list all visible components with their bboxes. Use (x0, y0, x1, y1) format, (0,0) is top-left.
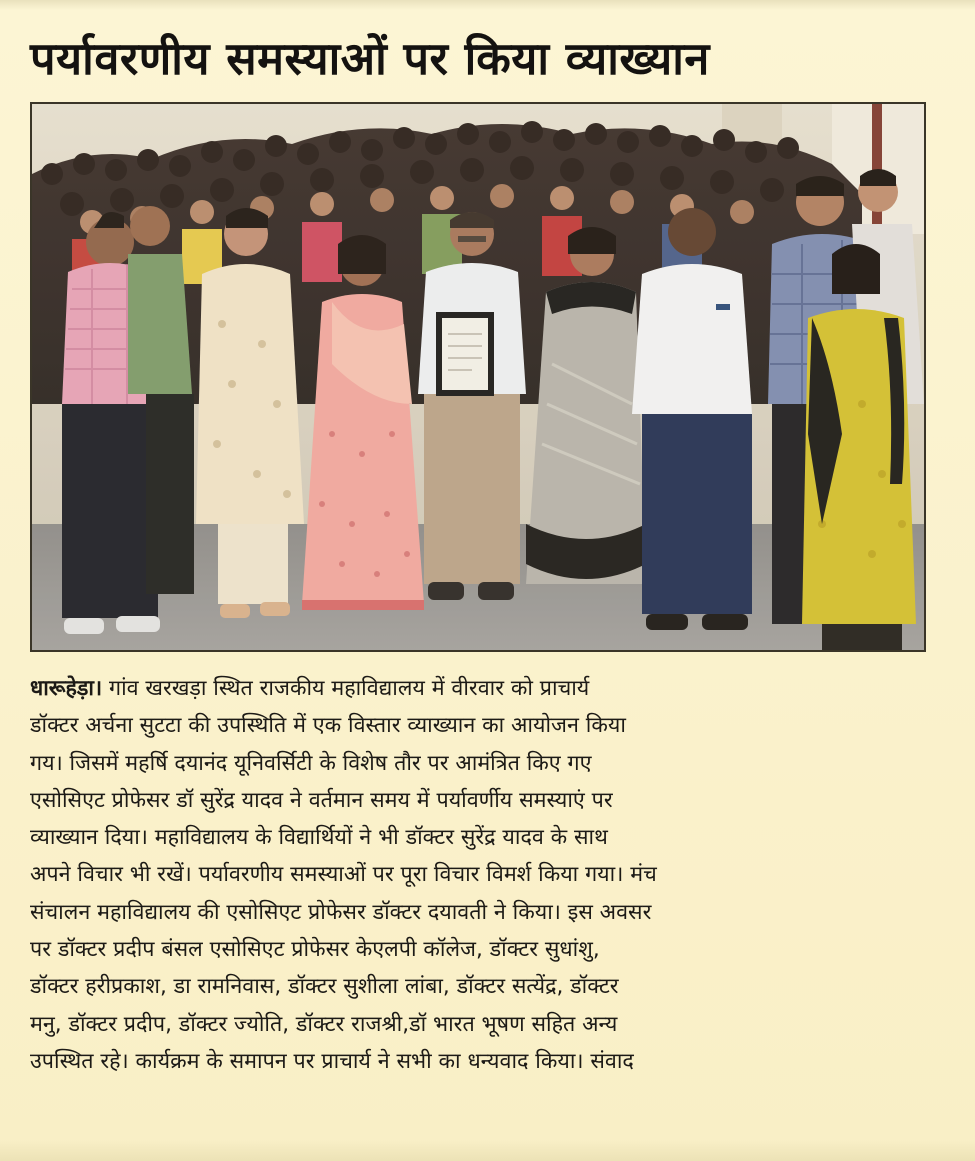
article-line-11: उपस्थित रहे। कार्यक्रम के समापन पर प्राचार्य ने सभी का धन्यवाद किया। संवाद (30, 1048, 634, 1074)
article-body (30, 670, 945, 1080)
group-photo-image (30, 102, 926, 652)
article-line-10: मनु, डॉक्टर प्रदीप, डॉक्टर ज्योति, डॉक्टर राजश्री,डॉ भारत भूषण सहित अन्य (30, 1011, 618, 1037)
group-photo-illustration (32, 104, 924, 650)
article-line-6: अपने विचार भी रखें। पर्यावरणीय समस्याओं पर पूरा विचार विमर्श किया गया। मंच (30, 862, 657, 888)
article-line-1 (30, 670, 945, 707)
article-line-1-text: गांव खरखड़ा स्थित राजकीय महाविद्यालय में वीरवार को प्राचार्य (102, 676, 590, 701)
previous-article-strip (0, 0, 975, 10)
article-line-7: संचालन महाविद्यालय की एसोसिएट प्रोफेसर डॉक्टर दयावती ने किया। इस अवसर (30, 899, 652, 925)
headline: पर्यावरणीय समस्याओं पर किया व्याख्यान (30, 32, 710, 85)
article-line-2: डॉक्टर अर्चना सुटटा की उपस्थिति में एक विस्तार व्याख्यान का आयोजन किया (30, 713, 626, 739)
article-line-9: डॉक्टर हरीप्रकाश, डा रामनिवास, डॉक्टर सुशीला लांबा, डॉक्टर सत्येंद्र, डॉक्टर (30, 974, 619, 1000)
article-line-4: एसोसिएट प्रोफेसर डॉ सुरेंद्र यादव ने वर्तमान समय में पर्यावर्णीय समस्याएं पर (30, 787, 613, 813)
article-line-8: पर डॉक्टर प्रदीप बंसल एसोसिएट प्रोफेसर केएलपी कॉलेज, डॉक्टर सुधांशु, (30, 937, 600, 963)
article-line-3: गय। जिसमें महर्षि दयानंद यूनिवर्सिटी के विशेष तौर पर आमंत्रित किए गए (30, 750, 592, 776)
page-fold-shadow (0, 1140, 975, 1161)
article-line-5: व्याख्यान दिया। महाविद्यालय के विद्यार्थियों ने भी डॉक्टर सुरेंद्र यादव के साथ (30, 825, 608, 851)
dateline: धारूहेड़ा। (30, 676, 103, 701)
